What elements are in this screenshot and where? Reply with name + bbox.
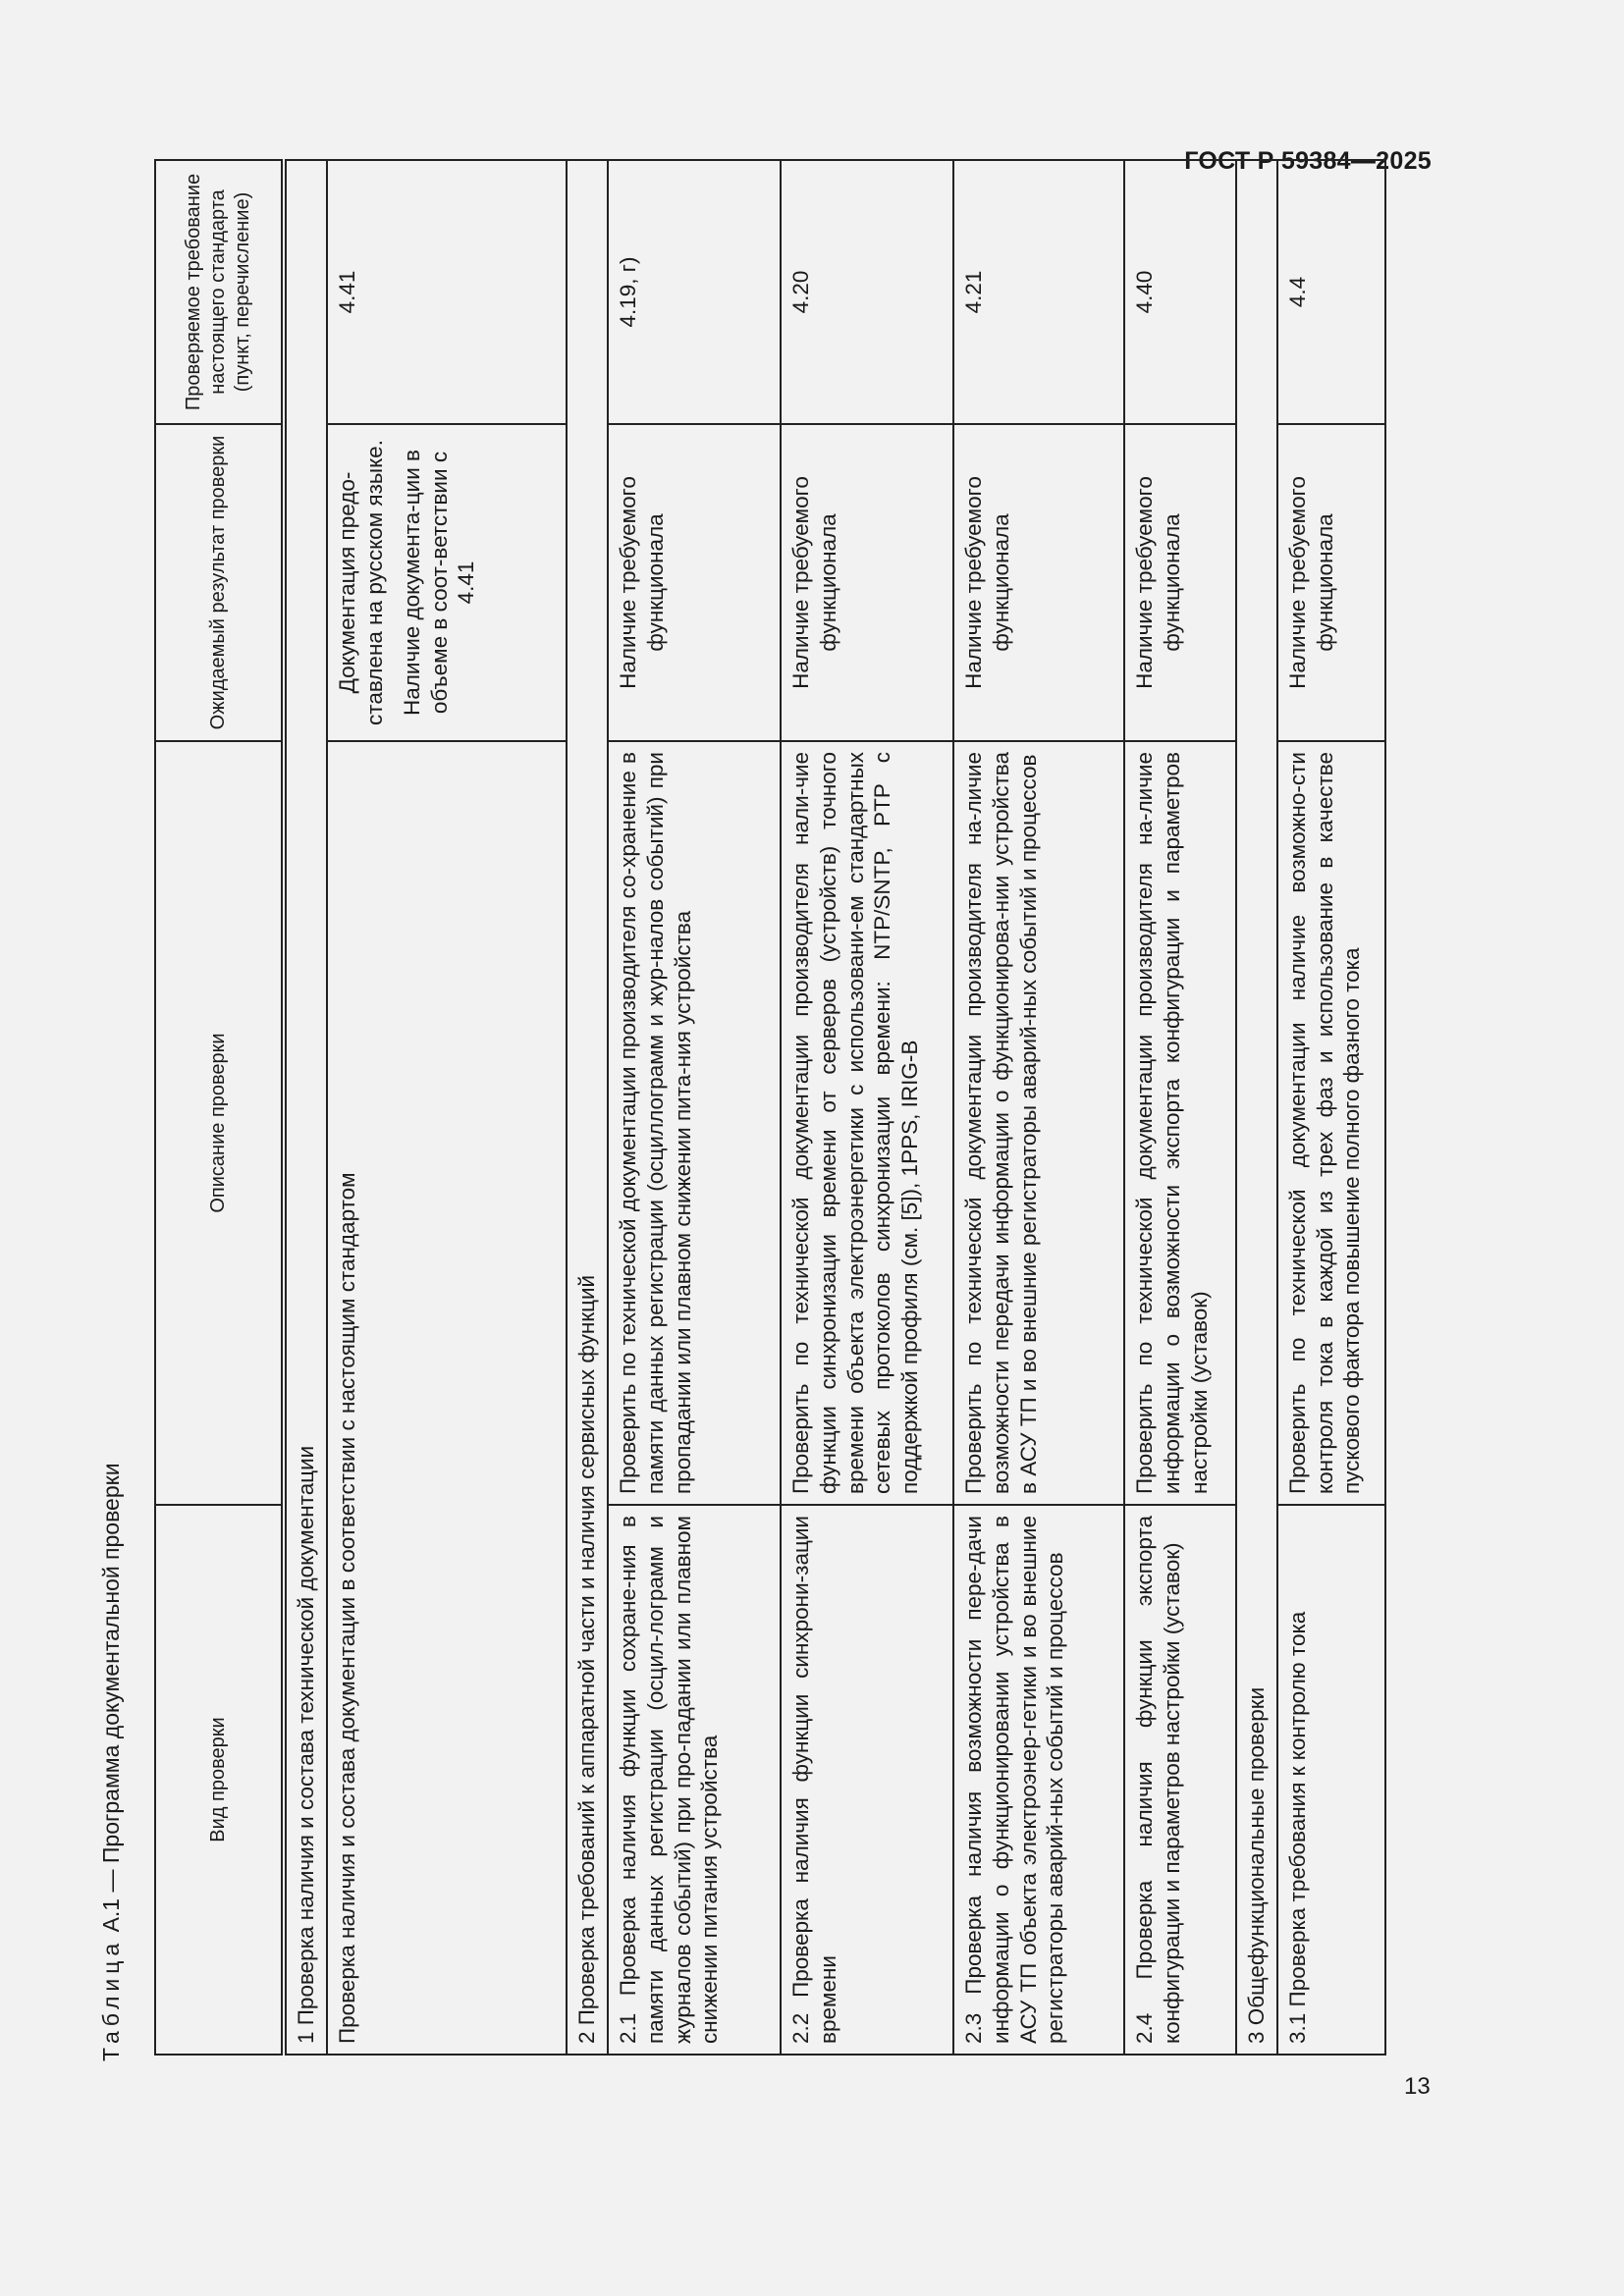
check-description: Проверить по технической документации производителя на-личие информации о возможности экспорта конфигурации и параметров настройки (уставок) — [1124, 741, 1236, 1505]
table-row — [953, 160, 1124, 2055]
section-row — [284, 160, 327, 2055]
check-kind: 3.1 Проверка требования к контролю тока — [1277, 1505, 1385, 2055]
expected-result: Наличие требуемого функционала — [1124, 424, 1236, 741]
table-row — [608, 160, 781, 2055]
check-kind: 2.3 Проверка наличия возможности пере-дачи информации о функционировании устройства в АСУ ТП объекта электроэнер-гетики и во внешние регистраторы аварий-ных событий и процессов — [953, 1505, 1124, 2055]
column-header-kind: Вид проверки — [155, 1505, 284, 2055]
check-kind: 2.4 Проверка наличия функции экспорта конфигурации и параметров настройки (уставок) — [1124, 1505, 1236, 2055]
check-description: Проверить по технической документации производителя на-личие возможности передачи информации о функционирова-нии устройства в АСУ ТП и во внешние регистраторы аварий-ных событий и процессов — [953, 741, 1124, 1505]
table-row — [327, 160, 567, 2055]
section-title-3: 3 Общефункциональные проверки — [1236, 160, 1277, 2055]
table-caption-text: А.1 — Программа документальной проверки — [98, 1463, 124, 1939]
check-kind: 2.1 Проверка наличия функции сохране-ния в памяти данных регистрации (осцил-лограмм и журналов событий) при про-падании или плавном снижении питания устройства — [608, 1505, 781, 2055]
expected-result: Наличие требуемого функционала — [781, 424, 953, 741]
check-description: Проверить по технической документации наличие возможно-сти контроля тока в каждой из трех фаз и использование в качестве пускового фактора повышение полного фазного тока — [1277, 741, 1385, 1505]
table-caption — [98, 1463, 125, 2061]
expected-result-cell — [327, 424, 567, 741]
rotated-table-block — [98, 173, 1365, 2061]
column-header-result: Ожидаемый результат проверки — [155, 424, 284, 741]
section-row — [567, 160, 608, 2055]
check-description-merged: Проверка наличия и состава документации в соответствии с настоящим стандартом — [327, 741, 567, 2055]
table-row — [1124, 160, 1236, 2055]
expected-result-line: Наличие документа-ции в объеме в соот-ветствии с 4.41 — [399, 450, 479, 716]
table-header-row — [155, 160, 284, 2055]
column-header-requirement: Проверяемое требование настоящего стандарта (пункт, перечисление) — [155, 160, 284, 424]
requirement-ref: 4.19, г) — [608, 160, 781, 424]
check-description: Проверить по технической документации производителя со-хранение в памяти данных регистрации (осциллограмм и жур-налов событий) при пропадании или плавном снижении пита-ния устройства — [608, 741, 781, 1505]
requirement-ref: 4.21 — [953, 160, 1124, 424]
section-title-1: 1 Проверка наличия и состава технической документации — [284, 160, 327, 2055]
section-row — [1236, 160, 1277, 2055]
expected-result: Наличие требуемого функционала — [953, 424, 1124, 741]
requirement-ref: 4.20 — [781, 160, 953, 424]
section-title-2: 2 Проверка требований к аппаратной части и наличия сервисных функций — [567, 160, 608, 2055]
table-caption-prefix: Таблица — [98, 1938, 124, 2061]
standard-code: ГОСТ Р 59384—2025 — [1184, 147, 1432, 175]
expected-result: Наличие требуемого функционала — [1277, 424, 1385, 741]
expected-result-line: Документация предо-ставлена на русском языке. — [334, 440, 387, 725]
requirement-ref: 4.4 — [1277, 160, 1385, 424]
requirement-ref: 4.40 — [1124, 160, 1236, 424]
page-number: 13 — [1404, 2073, 1431, 2100]
check-description: Проверить по технической документации производителя нали-чие функции синхронизации времени от серверов (устройств) точного времени объекта электроэнергетики с использовани-ем стандартных сетевых протоколов синхронизации времени: NTP/SNTP, PTP с поддержкой профиля (см. [5]), 1PPS, IRIG-B — [781, 741, 953, 1505]
program-table — [154, 159, 1386, 2056]
table-row — [781, 160, 953, 2055]
column-header-description: Описание проверки — [155, 741, 284, 1505]
requirement-ref: 4.41 — [327, 160, 567, 424]
expected-result: Наличие требуемого функционала — [608, 424, 781, 741]
table-row — [1277, 160, 1385, 2055]
check-kind: 2.2 Проверка наличия функции синхрони-зации времени — [781, 1505, 953, 2055]
